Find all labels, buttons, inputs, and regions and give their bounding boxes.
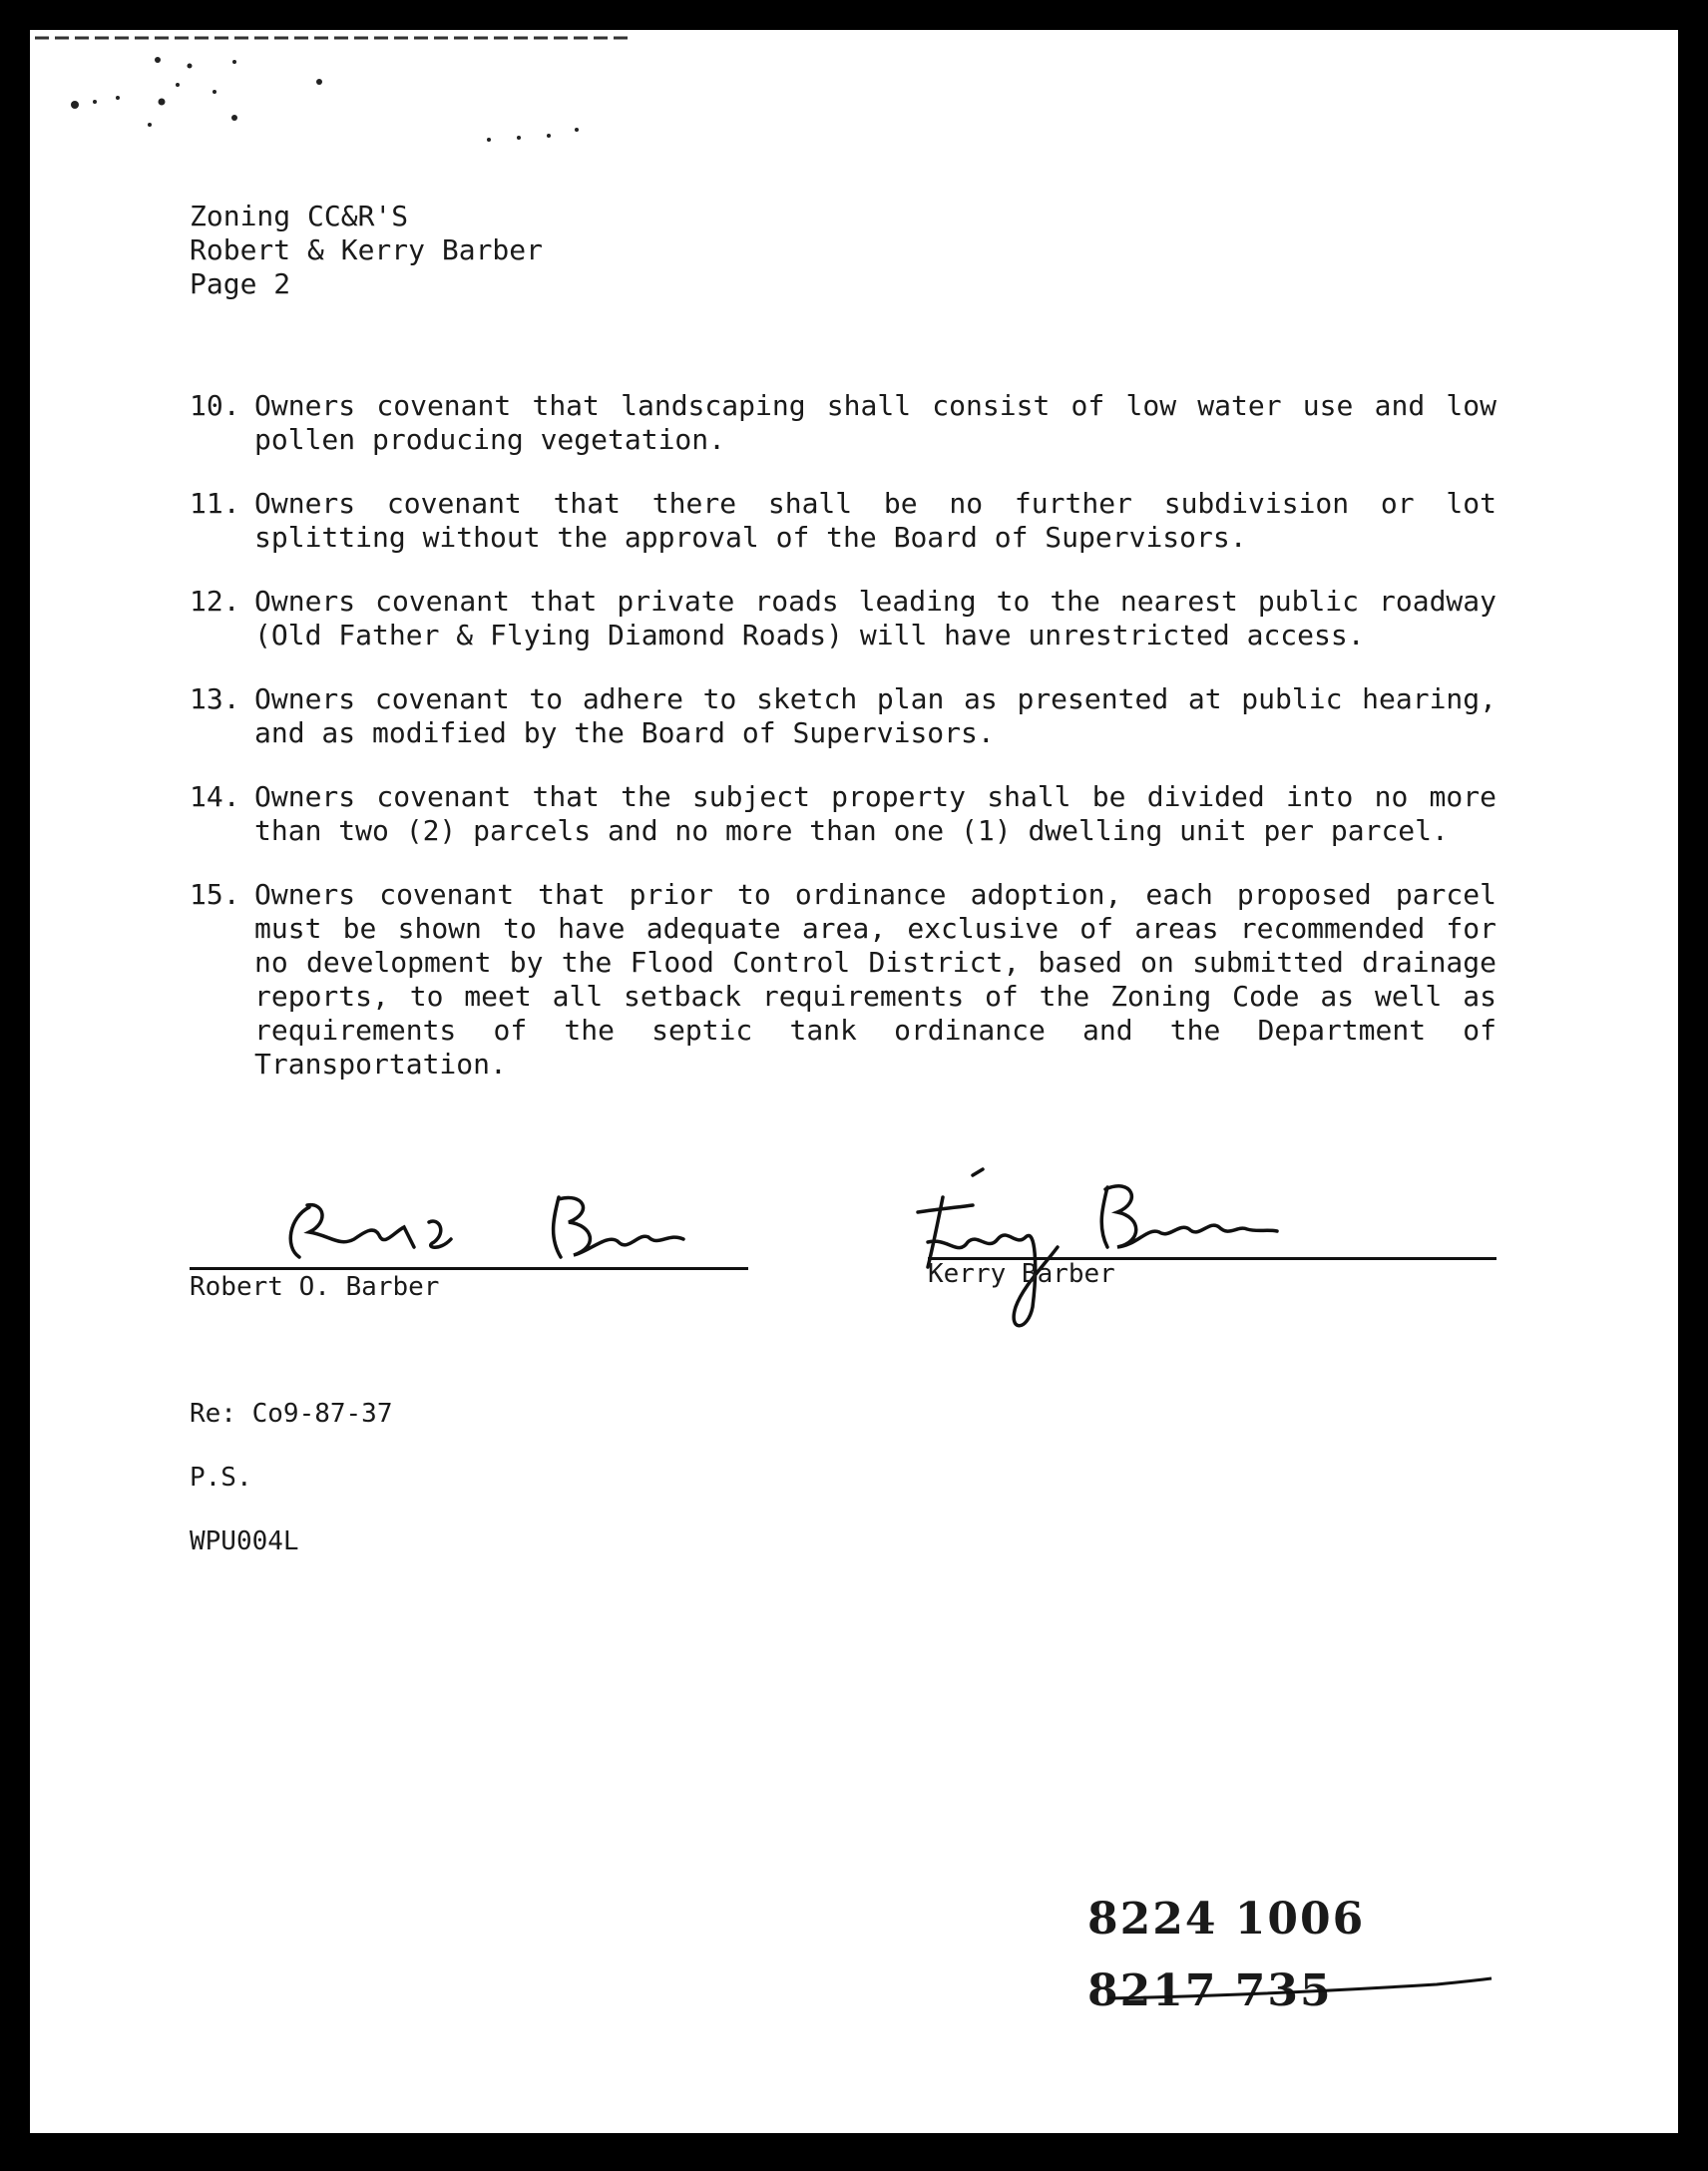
covenant-number: 13. [190,682,240,715]
covenant-text: Owners covenant to adhere to sketch plan as presented at public hearing, and as modified by the Board of Supervisors. [254,682,1496,749]
covenant-text: Owners covenant that landscaping shall consist of low water use and low pollen producing vegetation. [254,389,1496,456]
scan-specks [30,30,728,190]
covenant-item [190,878,1496,1082]
signature-line [190,1267,748,1270]
header-page-number: Page 2 [190,267,291,300]
covenant-text: Owners covenant that prior to ordinance adoption, each proposed parcel must be shown to have adequate area, exclusive of areas recommended for no development by the Flood Control District, based on submitted drainage reports, to meet all setback requirements of the Zoning Code as well as requirements of the septic tank ordinance and the Department of Transportation. [254,878,1496,1081]
signer-name: Kerry Barber [928,1259,1115,1289]
covenant-item [190,682,1496,750]
document-header [190,200,543,301]
reference-line: Re: Co9-87-37 [190,1399,393,1429]
signature-block-kerry [898,1147,1506,1347]
recording-stamp-struck: 8217 735 [1087,1965,1333,2016]
covenant-item [190,780,1496,848]
document-code: WPU004L [190,1526,299,1556]
header-title: Zoning CC&R'S [190,200,409,232]
ps-line: P.S. [190,1463,252,1493]
covenant-text: Owners covenant that there shall be no further subdivision or lot splitting without the approval of the Board of Supervisors. [254,487,1496,554]
covenant-item [190,389,1496,457]
covenant-number: 12. [190,585,240,618]
recording-stamp-current: 8224 1006 [1087,1894,1366,1945]
strike-through-line [1107,1960,1506,2020]
covenant-number: 10. [190,389,240,422]
signature-block-robert [190,1177,788,1302]
covenant-number: 11. [190,487,240,520]
covenant-text: Owners covenant that private roads leading to the nearest public roadway (Old Father & Flying Diamond Roads) will have unrestricted access. [254,585,1496,651]
covenant-item [190,487,1496,555]
covenant-number: 14. [190,780,240,813]
header-parties: Robert & Kerry Barber [190,233,544,266]
signer-name: Robert O. Barber [190,1272,440,1302]
covenant-item [190,585,1496,652]
covenant-number: 15. [190,878,240,911]
covenant-text: Owners covenant that the subject property shall be divided into no more than two (2) parcels and no more than one (1) dwelling unit per parcel. [254,780,1496,847]
document-page [30,30,1678,2133]
signature-kerry [898,1147,1506,1347]
covenant-list [190,389,1496,1111]
